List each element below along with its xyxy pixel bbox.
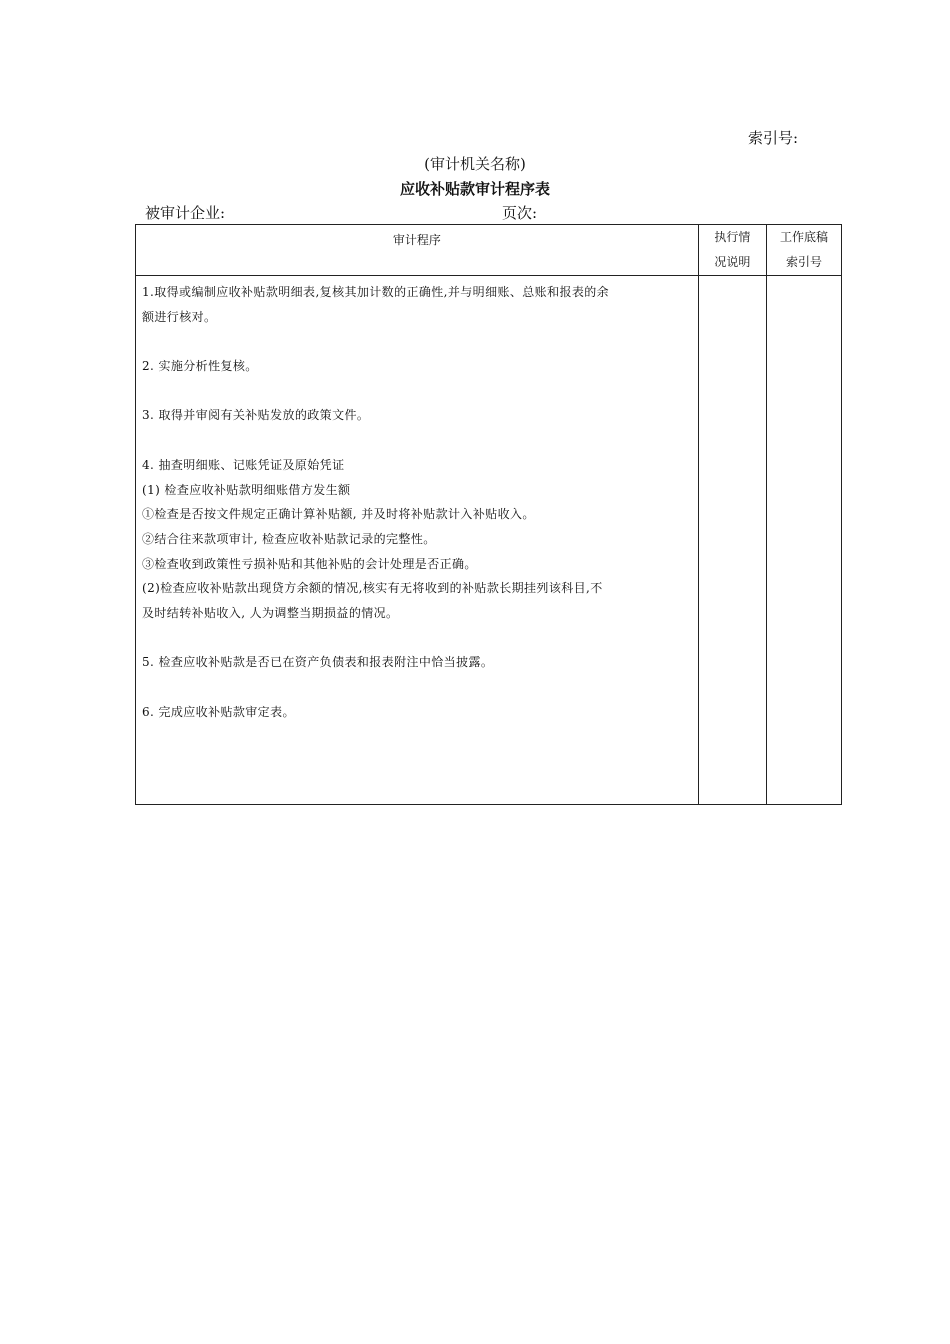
step-line: 2. 实施分析性复核。: [142, 359, 258, 374]
step-line: 额进行核对。: [142, 309, 217, 324]
execution-notes-cell[interactable]: [698, 276, 766, 805]
index-number-label: 索引号:: [748, 129, 799, 147]
step-line: ③检查收到政策性亏损补贴和其他补贴的会计处理是否正确。: [142, 556, 477, 571]
procedure-steps-cell: [136, 276, 699, 805]
document-title: 应收补贴款审计程序表: [399, 180, 550, 198]
header-workpaper-ref: [766, 225, 841, 276]
step-line: 1.取得或编制应收补贴款明细表,复核其加计数的正确性,并与明细账、总账和报表的余: [142, 285, 610, 299]
step-line: ①检查是否按文件规定正确计算补贴额, 并及时将补贴款计入补贴收入。: [142, 507, 535, 522]
step-line: 4. 抽查明细账、记账凭证及原始凭证: [142, 457, 345, 472]
step-line: 5. 检查应收补贴款是否已在资产负债表和报表附注中恰当披露。: [142, 655, 494, 670]
audit-organization-name: (审计机关名称): [424, 155, 526, 173]
page-number-label: 页次:: [502, 204, 538, 222]
step-line: 3. 取得并审阅有关补贴发放的政策文件。: [142, 408, 370, 423]
step-line: 6. 完成应收补贴款审定表。: [142, 704, 295, 719]
audited-entity-label: 被审计企业:: [145, 204, 226, 222]
header-execution-line2: 况说明: [714, 255, 751, 269]
step-line: (2)检查应收补贴款出现贷方余额的情况,核实有无将收到的补贴款长期挂列该科目,不: [142, 581, 603, 596]
header-execution-notes: [698, 225, 766, 276]
step-line: ②结合往来款项审计, 检查应收补贴款记录的完整性。: [142, 531, 436, 546]
table-header-row: [136, 225, 842, 276]
workpaper-ref-cell[interactable]: [766, 276, 841, 805]
audit-procedure-table: [135, 224, 842, 805]
step-line: (1) 检查应收补贴款明细账借方发生额: [142, 482, 351, 497]
header-procedure: 审计程序: [136, 225, 699, 276]
header-execution-line1: 执行情: [714, 230, 751, 244]
header-ref-line1: 工作底稿: [779, 230, 828, 244]
step-line: 及时结转补贴收入, 人为调整当期损益的情况。: [142, 605, 399, 620]
header-ref-line2: 索引号: [785, 255, 822, 269]
table-body-row: [136, 276, 842, 805]
